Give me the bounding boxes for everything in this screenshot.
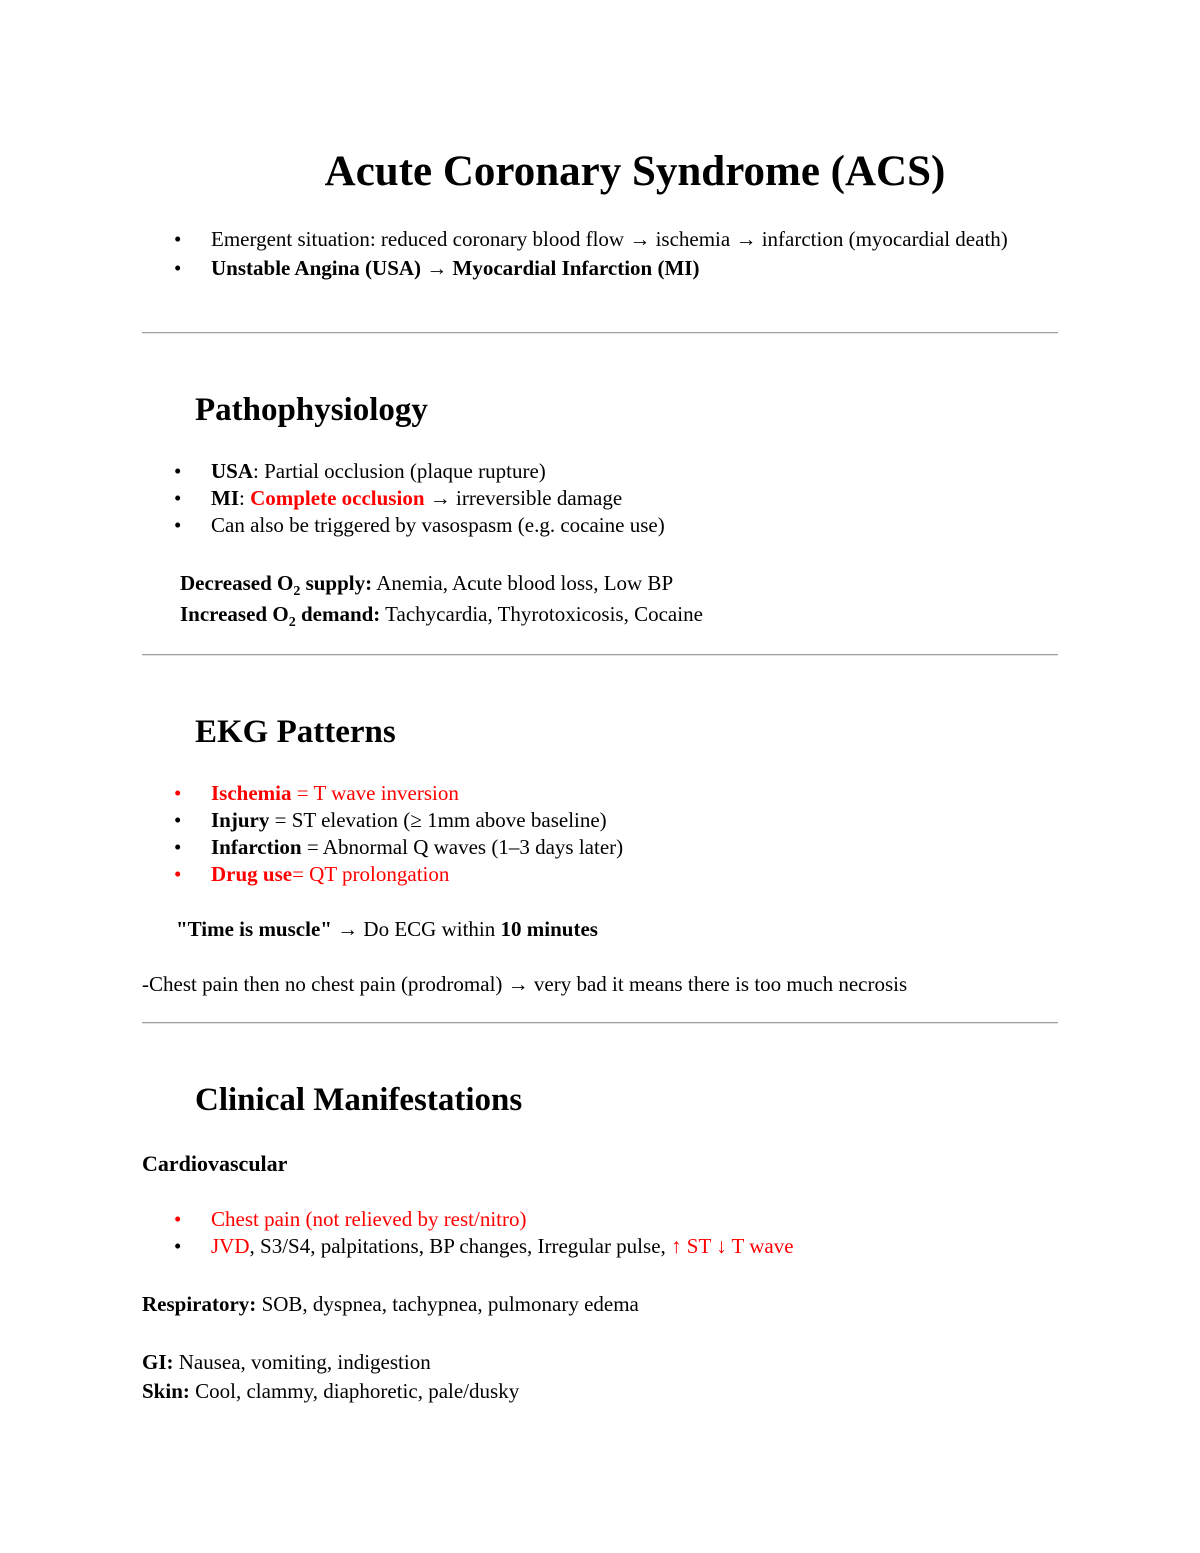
decreased-label-a: Decreased O	[180, 571, 294, 595]
drug-text: = QT prolongation	[292, 862, 450, 886]
bullet-icon: •	[174, 486, 182, 510]
bullet-icon: •	[174, 459, 182, 483]
time-is-muscle-line	[176, 915, 598, 943]
list-item	[0, 1206, 1061, 1233]
increased-label	[180, 602, 381, 630]
mi-highlight: Complete occlusion	[250, 486, 425, 510]
ekg-list	[0, 780, 1061, 888]
list-item	[0, 834, 1061, 861]
infarction-label: Infarction	[211, 835, 302, 859]
bullet-icon: •	[174, 835, 182, 859]
chest-pain-text: Chest pain (not relieved by rest/nitro)	[211, 1207, 527, 1231]
page-title: Acute Coronary Syndrome (ACS)	[324, 148, 946, 195]
decreased-supply-line	[180, 569, 673, 597]
increased-label-b: demand:	[295, 602, 381, 626]
skin-line	[142, 1377, 519, 1405]
mi-text: → irreversible damage	[424, 486, 623, 510]
gi-label: GI:	[142, 1350, 174, 1374]
section-divider	[142, 1022, 1058, 1024]
injury-text: = ST elevation (≥ 1mm above baseline)	[269, 808, 607, 832]
decreased-label-b: supply:	[300, 571, 373, 595]
section-heading-ekg: EKG Patterns	[195, 714, 396, 750]
list-item	[0, 780, 1061, 807]
list-item	[0, 485, 1061, 512]
respiratory-label: Respiratory:	[142, 1292, 257, 1316]
infarction-text: = Abnormal Q waves (1–3 days later)	[301, 835, 624, 859]
cardio-rest-text: , S3/S4, palpitations, BP changes, Irregular pulse,	[249, 1234, 672, 1258]
ischemia-label: Ischemia	[211, 781, 292, 805]
section-divider	[142, 332, 1058, 334]
list-item	[0, 458, 1061, 485]
bullet-icon: •	[174, 808, 182, 832]
skin-text: Cool, clammy, diaphoretic, pale/dusky	[189, 1379, 520, 1403]
cardio-list	[0, 1206, 1061, 1260]
chest-pain-note: -Chest pain then no chest pain (prodromal) → very bad it means there is too much necrosis	[142, 972, 908, 996]
st-t-text: ↑ ST ↓ T wave	[671, 1234, 794, 1258]
respiratory-text: SOB, dyspnea, tachypnea, pulmonary edema	[256, 1292, 639, 1316]
intro-list	[0, 226, 1061, 282]
intro-item-text: Emergent situation: reduced coronary blood flow → ischemia → infarction (myocardial death)	[211, 227, 1008, 251]
section-heading-pathophysiology: Pathophysiology	[195, 392, 428, 428]
decreased-label	[180, 571, 373, 599]
bullet-icon: •	[174, 781, 182, 805]
section-heading-clinical: Clinical Manifestations	[195, 1082, 523, 1118]
bullet-icon: •	[174, 1207, 182, 1231]
decreased-sub: 2	[293, 584, 301, 599]
injury-label: Injury	[211, 808, 270, 832]
mi-separator: :	[239, 486, 251, 510]
patho-list	[0, 458, 1061, 539]
section-divider	[142, 654, 1058, 656]
usa-text: : Partial occlusion (plaque rupture)	[253, 459, 546, 483]
increased-demand-line	[180, 600, 703, 628]
list-item	[0, 861, 1061, 888]
increased-text: Tachycardia, Thyrotoxicosis, Cocaine	[380, 602, 703, 626]
bullet-icon: •	[174, 1234, 182, 1258]
increased-sub: 2	[288, 615, 296, 630]
bullet-icon: •	[174, 513, 182, 537]
time-quote: "Time is muscle"	[176, 917, 332, 941]
skin-label: Skin:	[142, 1379, 190, 1403]
time-bold: 10 minutes	[500, 917, 598, 941]
bullet-icon: •	[174, 227, 182, 251]
list-item	[0, 226, 1061, 253]
jvd-text: JVD	[211, 1234, 250, 1258]
mi-label: MI	[211, 486, 239, 510]
gi-line	[142, 1348, 431, 1376]
list-item	[0, 807, 1061, 834]
cardiovascular-heading: Cardiovascular	[142, 1151, 288, 1176]
drug-label: Drug use	[211, 862, 293, 886]
usa-label: USA	[211, 459, 254, 483]
bullet-icon: •	[174, 862, 182, 886]
decreased-text: Anemia, Acute blood loss, Low BP	[372, 571, 674, 595]
gi-text: Nausea, vomiting, indigestion	[173, 1350, 431, 1374]
increased-label-a: Increased O	[180, 602, 289, 626]
list-item	[0, 512, 1061, 539]
time-mid: → Do ECG within	[331, 917, 501, 941]
respiratory-line	[142, 1290, 639, 1318]
bullet-icon: •	[174, 256, 182, 280]
list-item	[0, 255, 1061, 282]
ischemia-text: = T wave inversion	[291, 781, 459, 805]
vasospasm-text: Can also be triggered by vasospasm (e.g. cocaine use)	[211, 513, 665, 537]
list-item	[0, 1233, 1061, 1260]
intro-item-bold-text: Unstable Angina (USA) → Myocardial Infarction (MI)	[211, 256, 700, 280]
